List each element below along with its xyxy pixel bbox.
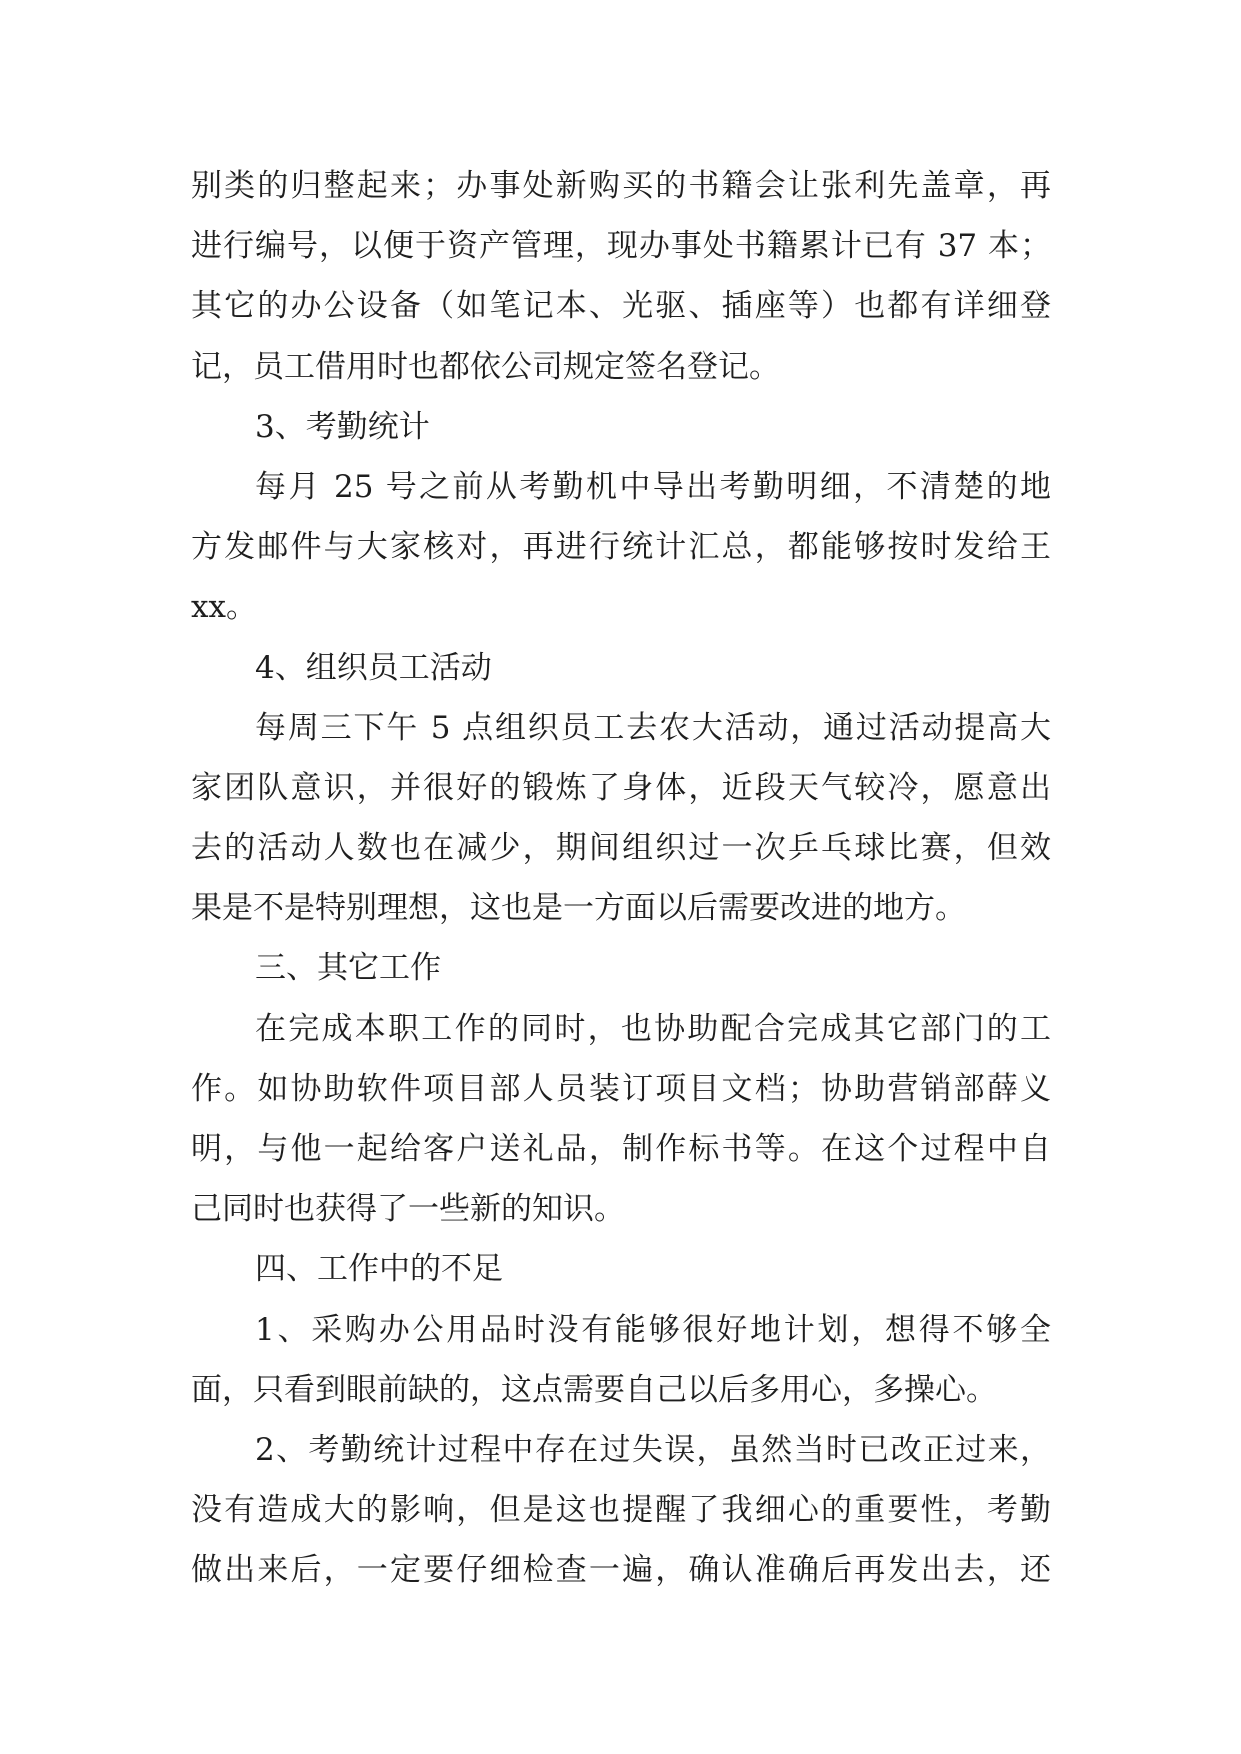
text-line: 1、采购办公用品时没有能够很好地计划，想得不够全 xyxy=(255,1311,1051,1348)
text-line: 面，只看到眼前缺的，这点需要自己以后多用心，多操心。 xyxy=(191,1371,997,1408)
text-line: 进行编号，以便于资产管理，现办事处书籍累计已有 37 本； xyxy=(191,228,1051,265)
text-line: 做出来后，一定要仔细检查一遍，确认准确后再发出去，还 xyxy=(191,1552,1051,1589)
text-line: 三、其它工作 xyxy=(255,950,441,987)
text-line: 己同时也获得了一些新的知识。 xyxy=(191,1191,625,1228)
text-line: 记，员工借用时也都依公司规定签名登记。 xyxy=(191,348,780,385)
text-line: 没有造成大的影响，但是这也提醒了我细心的重要性，考勤 xyxy=(191,1492,1051,1529)
text-line: 去的活动人数也在减少，期间组织过一次乒乓球比赛，但效 xyxy=(191,830,1051,867)
text-line: 4、组织员工活动 xyxy=(255,649,492,686)
text-line: 2、考勤统计过程中存在过失误，虽然当时已改正过来， xyxy=(255,1431,1051,1468)
text-line: 在完成本职工作的同时，也协助配合完成其它部门的工 xyxy=(255,1010,1051,1047)
text-line: xx。 xyxy=(191,589,257,626)
text-line: 家团队意识，并很好的锻炼了身体，近段天气较冷，愿意出 xyxy=(191,769,1051,806)
text-line: 作。如协助软件项目部人员装订项目文档；协助营销部薛义 xyxy=(191,1070,1051,1107)
text-line: 每周三下午 5 点组织员工去农大活动，通过活动提高大 xyxy=(255,709,1051,746)
text-line: 果是不是特别理想，这也是一方面以后需要改进的地方。 xyxy=(191,890,966,927)
text-line: 每月 25 号之前从考勤机中导出考勤明细，不清楚的地 xyxy=(255,468,1051,505)
text-line: 方发邮件与大家核对，再进行统计汇总，都能够按时发给王 xyxy=(191,529,1051,566)
text-line: 其它的办公设备（如笔记本、光驱、插座等）也都有详细登 xyxy=(191,288,1051,325)
text-line: 别类的归整起来；办事处新购买的书籍会让张利先盖章，再 xyxy=(191,168,1051,204)
text-line: 3、考勤统计 xyxy=(255,408,430,445)
text-line: 明，与他一起给客户送礼品，制作标书等。在这个过程中自 xyxy=(191,1131,1051,1167)
document-body xyxy=(191,156,1051,1601)
text-line: 四、工作中的不足 xyxy=(255,1251,503,1288)
